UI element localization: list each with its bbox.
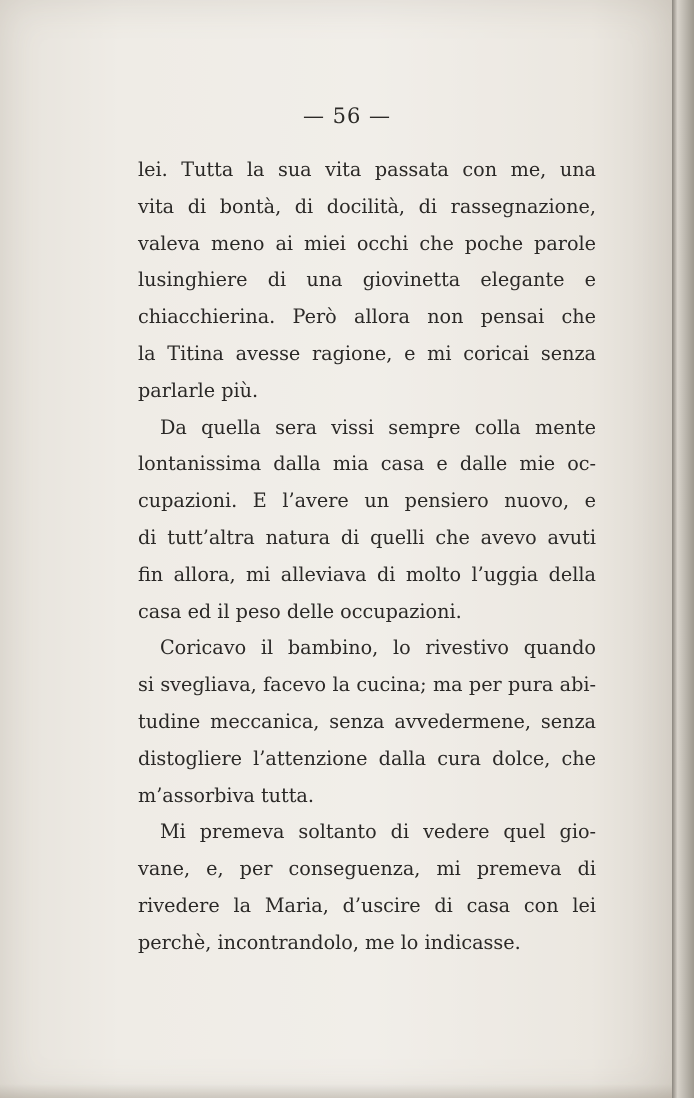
text-line: lusinghiere di una giovinetta elegante e xyxy=(138,268,596,292)
text-line: Mi premeva soltanto di vedere quel gio- xyxy=(160,820,596,844)
text-line: tudine meccanica, senza avvedermene, senza xyxy=(138,709,596,733)
text-line: valeva meno ai miei occhi che poche parole xyxy=(138,231,596,255)
text-line: si svegliava, facevo la cucina; ma per pura abi- xyxy=(138,673,596,697)
text-line: casa ed il peso delle occupazioni. xyxy=(138,599,462,623)
text-line: lontanissima dalla mia casa e dalle mie oc- xyxy=(138,452,596,476)
text-line: perchè, incontrandolo, me lo indicasse. xyxy=(138,930,521,954)
binding-edge xyxy=(672,0,694,1098)
text-line: la Titina avesse ragione, e mi coricai senza xyxy=(138,341,596,365)
text-line: Coricavo il bambino, lo rivestivo quando xyxy=(160,636,596,660)
text-line: vane, e, per conseguenza, mi premeva di xyxy=(138,857,596,881)
page-number: — 56 — xyxy=(302,104,392,128)
text-line: m’assorbiva tutta. xyxy=(138,783,314,807)
text-line: cupazioni. E l’avere un pensiero nuovo, e xyxy=(138,489,596,513)
text-line: lei. Tutta la sua vita passata con me, una xyxy=(138,158,596,181)
body-text xyxy=(138,152,596,962)
text-line: vita di bontà, di docilità, di rassegnazione, xyxy=(138,194,596,218)
text-line: parlarle più. xyxy=(138,378,259,402)
text-line: distogliere l’attenzione dalla cura dolce, che xyxy=(138,746,596,770)
text-line: di tutt’altra natura di quelli che avevo avuti xyxy=(138,525,596,549)
text-line: chiacchierina. Però allora non pensai che xyxy=(138,305,596,329)
page-bottom-shadow xyxy=(0,1084,672,1098)
text-line: fin allora, mi alleviava di molto l’uggia della xyxy=(138,562,596,586)
text-line: Da quella sera vissi sempre colla mente xyxy=(160,415,596,439)
text-line: rivedere la Maria, d’uscire di casa con lei xyxy=(138,893,596,917)
